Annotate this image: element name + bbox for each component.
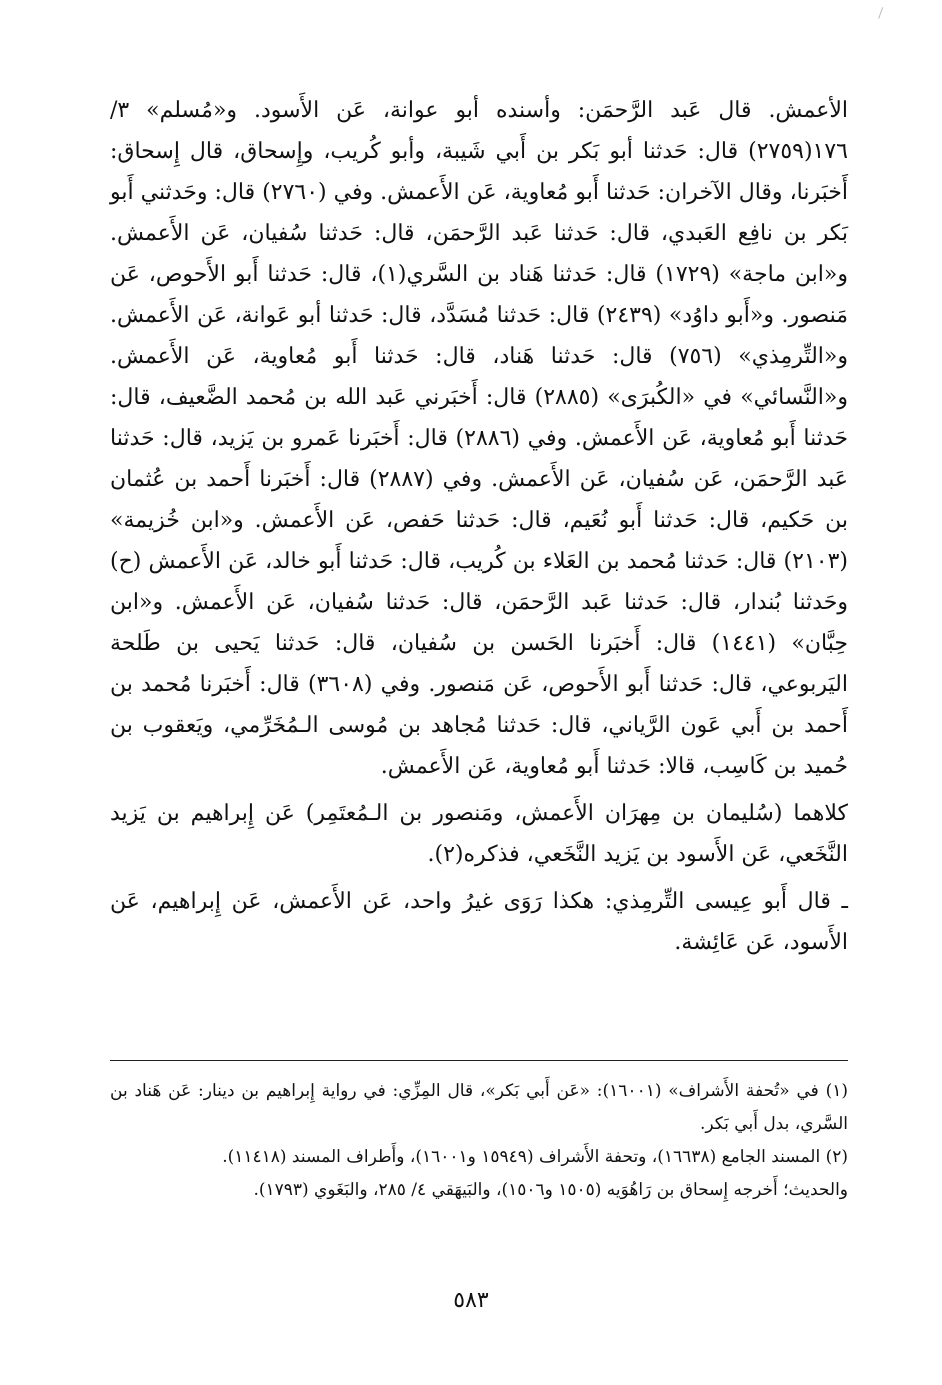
paragraph-3: ـ قال أَبو عِيسى التِّرمِذي: هكذا رَوَى غيرُ واحد، عَن الأَعمش، عَن إِبراهيم، عَن الأَسود، عَن عَائِشة. xyxy=(110,889,848,955)
paragraph-2: كلاهما (سُليمان بن مِهرَان الأَعمش، ومَنصور بن الـمُعتَمِر) عَن إِبراهيم بن يَزيد النَّخَعي، عَن الأَسود بن يَزيد النَّخَعي، فذكره(٢). xyxy=(110,801,848,867)
footnote-divider xyxy=(110,1060,848,1061)
footnote-2-continued: والحديث؛ أَخرجه إِسحاق بن رَاهُوَيه (١٥٠٥ و١٥٠٦)، والبَيهَقي ٤/ ٢٨٥، والبَغَوي (١٧٩٣). xyxy=(253,1180,848,1200)
footnotes xyxy=(110,1075,848,1207)
scan-mark xyxy=(878,7,889,21)
page-number: ٥٨٣ xyxy=(453,1288,489,1313)
main-text xyxy=(110,90,848,963)
footnote-2: (٢) المسند الجامع (١٦٦٣٨)، وتحفة الأَشراف (١٥٩٤٩ و١٦٠٠١)، وأَطراف المسند (١١٤١٨). xyxy=(222,1147,848,1167)
paragraph-1: الأعمش. قال عَبد الرَّحمَن: وأسنده أبو عوانة، عَن الأَسود. و«مُسلم» ٣/ ١٧٦(٢٧٥٩) قال: حَدثنا أبو بَكر بن أَبي شَيبة، وأبو كُريب، وإِسحاق، قال إِسحاق: أَخبَرنا، وقال الآخران: حَدثنا أَبو مُعاوية، عَن الأَعمش. وفي (٢٧٦٠) قال: وحَدثني أَبو بَكر بن نافِع العَبدي، قال: حَدثنا عَبد الرَّحمَن، قال: حَدثنا سُفيان، عَن الأَعمش. و«ابن ماجة» (١٧٢٩) قال: حَدثنا هَناد بن السَّري(١)، قال: حَدثنا أَبو الأَحوص، عَن مَنصور. و«أَبو داوُد» (٢٤٣٩) قال: حَدثنا مُسَدَّد، قال: حَدثنا أبو عَوانة، عَن الأَعمش. و«التِّرمِذي» (٧٥٦) قال: حَدثنا هَناد، قال: حَدثنا أَبو مُعاوية، عَن الأَعمش. و«النَّسائي» في «الكُبرَى» (٢٨٨٥) قال: أَخبَرني عَبد الله بن مُحمد الضَّعيف، قال: حَدثنا أَبو مُعاوية، عَن الأَعمش. وفي (٢٨٨٦) قال: أَخبَرنا عَمرو بن يَزيد، قال: حَدثنا عَبد الرَّحمَن، عَن سُفيان، عَن الأَعمش. وفي (٢٨٨٧) قال: أَخبَرنا أَحمد بن عُثمان بن حَكيم، قال: حَدثنا أَبو نُعَيم، قال: حَدثنا حَفص، عَن الأَعمش. و«ابن خُزيمة» (٢١٠٣) قال: حَدثنا مُحمد بن العَلاء بن كُريب، قال: حَدثنا أَبو خالد، عَن الأَعمش (ح) وحَدثنا بُندار، قال: حَدثنا عَبد الرَّحمَن، قال: حَدثنا سُفيان، عَن الأَعمش. و«ابن حِبَّان» (١٤٤١) قال: أَخبَرنا الحَسن بن سُفيان، قال: حَدثنا يَحيى بن طَلحة اليَربوعي، قال: حَدثنا أَبو الأَحوص، عَن مَنصور. وفي (٣٦٠٨) قال: أَخبَرنا مُحمد بن أَحمد بن أَبي عَون الرَّياني، قال: حَدثنا مُجاهد بن مُوسى الـمُخَرِّمي، ويَعقوب بن حُميد بن كَاسِب، قالا: حَدثنا أَبو مُعاوية، عَن الأَعمش. xyxy=(110,98,848,779)
footnote-1: (١) في «تُحفة الأَشراف» (١٦٠٠١): «عَن أَبي بَكر»، قال المِزِّي: في رواية إِبراهيم بن دينار: عَن هَناد بن السَّري، بدل أَبي بَكر. xyxy=(110,1081,848,1134)
